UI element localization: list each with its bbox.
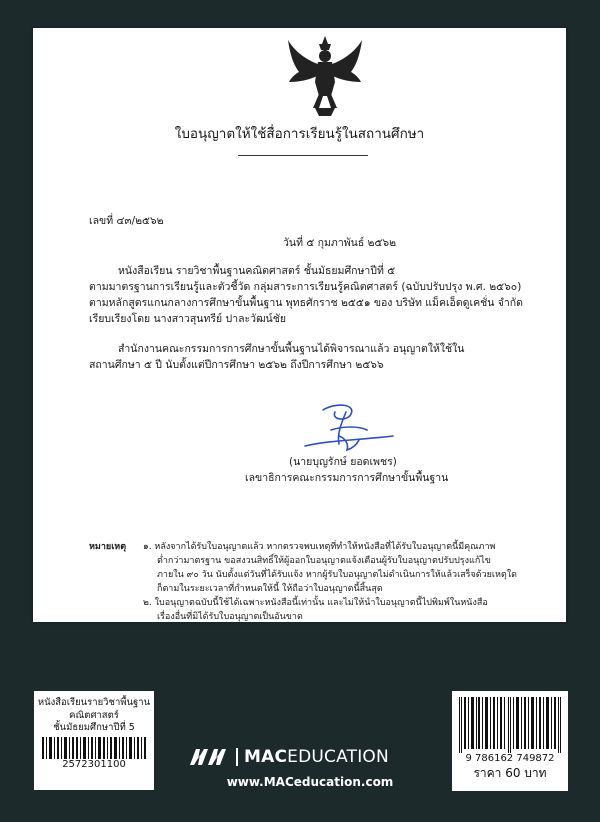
brand-name-light: EDUCATION [287,747,389,767]
signer-name: (นายบุญรักษ์ ยอดเพชร) [289,456,397,468]
paragraph-1-line: เรียบเรียงโดย นางสาวสุนทรีย์ ปาละวัฒน์ชัย [89,313,287,325]
issue-date: วันที่ ๕ กุมภาพันธ์ ๒๕๖๒ [283,237,397,249]
title-divider [238,155,368,156]
license-document [33,28,566,622]
note-line: เรื่องอื่นที่มิได้รับใบอนุญาตเป็นอันขาด [157,612,303,622]
paragraph-1-line: ตามหลักสูตรแกนกลางการศึกษาขั้นพื้นฐาน พุทธศักราช ๒๕๕๑ ของ บริษัท แม็คเอ็ดดูเคชั่น จำกัด [89,297,523,309]
publisher-brand [190,747,430,767]
note-line: ภายใน ๙๐ วัน นับตั้งแต่วันที่ได้รับแจ้ง หากผู้รับใบอนุญาตไม่ดำเนินการให้แล้วเสร็จด้วยเหตุใด [157,570,518,580]
brand-name-bold: MAC [244,747,288,767]
note-line: ก็ตามในระยะเวลาที่กำหนดให้นี้ ให้ถือว่าใบอนุญาตนี้สิ้นสุด [157,584,383,594]
price: ราคา 60 บาท [473,766,547,780]
document-title: ใบอนุญาตให้ใช้สื่อการเรียนรู้ในสถานศึกษา [174,126,425,142]
note-line: ๑. หลังจากได้รับใบอนุญาตแล้ว หากตรวจพบเหตุที่ทำให้หนังสือที่ได้รับใบอนุญาตนี้มีคุณภาพ [143,542,496,552]
book-code-barcode [40,737,148,759]
book-label-line: หนังสือเรียนรายวิชาพื้นฐาน [37,697,151,708]
signer-title: เลขาธิการคณะกรรมการการศึกษาขั้นพื้นฐาน [245,472,449,484]
paragraph-1-line: ตามมาตรฐานการเรียนรู้และตัวชี้วัด กลุ่มสาระการเรียนรู้คณิตศาสตร์ (ฉบับปรับปรุง พ.ศ. ๒๕๖๐) [89,281,522,293]
paragraph-2-line: สำนักงานคณะกรรมการการศึกษาขั้นพื้นฐานได้พิจารณาแล้ว อนุญาตให้ใช้ใน [118,343,465,355]
paragraph-2-line: สถานศึกษา ๕ ปี นับตั้งแต่ปีการศึกษา ๒๕๖๒ ถึงปีการศึกษา ๒๕๖๖ [89,359,384,371]
book-label [34,691,154,790]
license-number: เลขที่ ๔๓/๒๕๖๒ [89,215,164,227]
book-label-line: ชั้นมัธยมศึกษาปีที่ 5 [53,722,135,733]
paragraph-1-line: หนังสือเรียน รายวิชาพื้นฐานคณิตศาสตร์ ชั้นมัธยมศึกษาปีที่ ๕ [118,265,396,277]
brand-separator [236,748,238,766]
book-label-line: คณิตศาสตร์ [69,709,119,721]
note-line: ๒. ใบอนุญาตฉบับนี้ใช้ได้เฉพาะหนังสือนี้เท่านั้น และไม่ให้นำใบอนุญาตนี้ไปพิมพ์ในหนังสือ [143,598,488,608]
brand-name [244,747,389,767]
notes-label: หมายเหตุ [89,542,127,552]
isbn-label [452,691,568,791]
note-line: ต่ำกว่ามาตรฐาน ขอสงวนสิทธิ์ให้ผู้ออกใบอนุญาตแจ้งเตือนผู้รับใบอนุญาตปรับปรุงแก้ไข [157,556,491,566]
isbn-barcode [458,697,562,753]
signature [301,400,396,460]
isbn-number: 9 786162 749872 [465,753,555,764]
mac-logo-icon [190,749,230,765]
garuda-emblem-icon [285,34,365,120]
publisher-url: www.MACeducation.com [226,775,394,789]
book-code: 2572301100 [62,758,126,770]
